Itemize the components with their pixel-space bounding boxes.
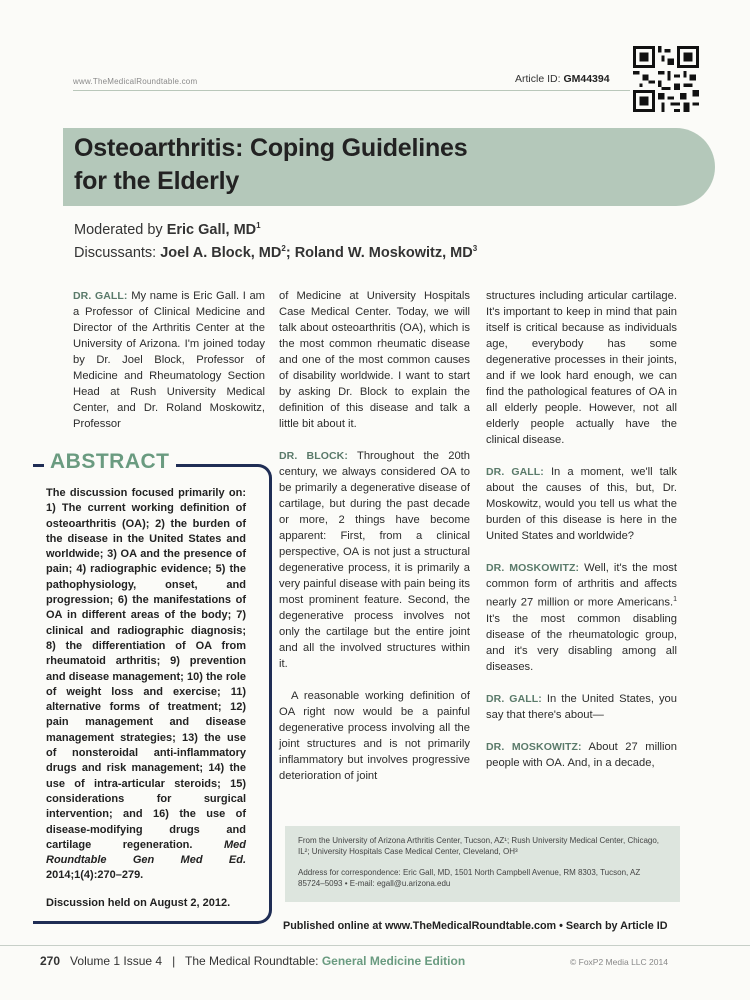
copyright: © FoxP2 Media LLC 2014 <box>570 957 668 967</box>
journal-url[interactable]: www.TheMedicalRoundtable.com <box>73 77 198 86</box>
paragraph: DR. BLOCK: Throughout the 20th century, we always considered OA to be primarily a degenerative disease of cartilage, but during the past decade or more, 2 things have become apparent: First, from a clinical perspective, OA is not just a structural degenerative process, it is primarily a very painful disease with pain being its most prominent feature. Second, the degenerative process involves not only the cartilage but the entire joint and all the involved structures within it. <box>279 450 470 670</box>
discussant-moskowitz: Roland W. Moskowitz, $MD^3$ <box>294 244 478 261</box>
header-divider <box>73 90 630 91</box>
article-title <box>74 132 634 198</box>
text-column-2 <box>279 288 470 800</box>
title-line-2: for the Elderly <box>74 167 240 195</box>
abstract-text: The discussion focused primarily on: 1) The current working definition of osteoarthritis (OA); 2) the burden of the disease in the United States and worldwide; 3) OA and the presence of pain; 4) radiographic evidence; 5) the pathophysiology, onset, and progression; 6) the manifestations of OA in different areas of the body; 7) clinical and radiographic diagnosis; 8) the differentiation of OA from rheumatoid arthritis; 9) prevention and disease management; 10) the role of weight loss and exercise; 11) alternative forms of treatment; 12) pain management and disease management strategies; 13) the use of nonsteroidal anti-inflammatory drugs and risk management; 14) the use of intra-articular steroids; 15) considerations for surgical intervention; and 16) the use of disease-modifying drugs and cartilage regeneration. Med Roundtable Gen Med Ed. 2014;1(4):270–279. <box>46 487 246 882</box>
footer-separator: | <box>172 954 176 968</box>
page-number: 270 <box>40 954 61 968</box>
affiliations: From the University of Arizona Arthritis Center, Tucson, AZ¹; Rush University Medical Center, Chicago, IL²; University Hospitals Case Medical Center, Cleveland, OH³ <box>298 836 660 856</box>
journal-edition: General Medicine Edition <box>321 954 466 968</box>
paragraph: A reasonable working definition of OA right now would be a painful degenerative process involving all the joint structures and is not primarily inflammatory but involves progressive deterioration of joint <box>279 690 470 782</box>
correspondence-address: Address for correspondence: Eric Gall, MD, 1501 North Campbell Avenue, RM 8303, Tucson, AZ 85724–5093 • E-mail: egall@u.arizona.edu <box>298 868 641 888</box>
abstract-heading: ABSTRACT <box>44 450 176 474</box>
speaker-moskowitz: DR. MOSKOWITZ: <box>486 562 580 574</box>
published-online: Published online at www.TheMedicalRoundtable.com • Search by Article ID <box>283 920 668 932</box>
moderator-name: Eric Gall, $MD^1$ <box>166 221 261 238</box>
discussant-block: Joel A. Block, $MD^2$; <box>160 244 291 261</box>
abstract-citation: Med Roundtable Gen Med Ed. <box>46 838 246 867</box>
paragraph: DR. MOSKOWITZ: About 27 million people with OA. And, in a decade, <box>486 740 677 769</box>
article-id <box>515 73 610 85</box>
paragraph: DR. GALL: My name is Eric Gall. I am a Professor of Clinical Medicine and Director of the Arthritis Center at the University of Arizona. I'm joined today by Dr. Joel Block, Professor of Medicine and Rheumatology Section Head at Rush University Medical Center, and Dr. Roland Moskowitz, Professor <box>73 290 266 430</box>
article-id-label: Article ID: <box>515 73 561 85</box>
speaker-gall: DR. GALL: <box>486 692 542 705</box>
speaker-moskowitz: DR. MOSKOWITZ: <box>486 740 582 753</box>
paragraph: structures including articular cartilage. It's important to keep in mind that pain itself is critical because as individuals age, everybody has some degenerative processes in their joints, and if we look hard enough, we can find the pathological features of OA in all elderly people. However, not all elderly people actually have the clinical disease. <box>486 290 677 446</box>
discussants-prefix: Discussants: <box>74 244 157 261</box>
text-column-1 <box>73 288 265 448</box>
paragraph: DR. GALL: In a moment, we'll talk about the causes of this, but, Dr. Moskowitz, would you tell us what the burden of this disease is here in the United States and worldwide? <box>486 466 677 542</box>
speaker-block: DR. BLOCK: <box>279 450 348 462</box>
paragraph: of Medicine at University Hospitals Case Medical Center. Today, we will talk about osteoarthritis (OA), which is the most common rheumatic disease and one of the most common causes of disability worldwide. I want to start by asking Dr. Block to explain the definition of this disease and talk a little bit about it. <box>279 290 470 430</box>
text-column-3 <box>486 288 677 787</box>
page-footer <box>40 954 465 968</box>
moderator-line <box>74 221 261 238</box>
footer-divider <box>0 945 750 946</box>
moderated-prefix: Moderated by <box>74 221 163 238</box>
article-id-value: GM44394 <box>563 73 610 85</box>
paragraph: DR. MOSKOWITZ: Well, it's the most common form of arthritis and affects nearly 27 million or more Americans.$^1$ It's the most common disabling disease of the rheumatologic group, and it's very disabling among all diseases. <box>486 562 678 673</box>
qr-code-icon <box>633 46 699 112</box>
volume-issue: Volume 1 Issue 4 <box>70 954 163 968</box>
discussants-line <box>74 244 477 261</box>
title-line-1: Osteoarthritis: Coping Guidelines <box>74 134 468 162</box>
discussion-date: Discussion held on August 2, 2012. <box>46 897 231 909</box>
paragraph: DR. GALL: In the United States, you say that there's about— <box>486 692 677 721</box>
speaker-gall: DR. GALL: <box>486 466 544 478</box>
speaker-gall: DR. GALL: <box>73 290 128 302</box>
journal-name: The Medical Roundtable: <box>185 954 319 968</box>
